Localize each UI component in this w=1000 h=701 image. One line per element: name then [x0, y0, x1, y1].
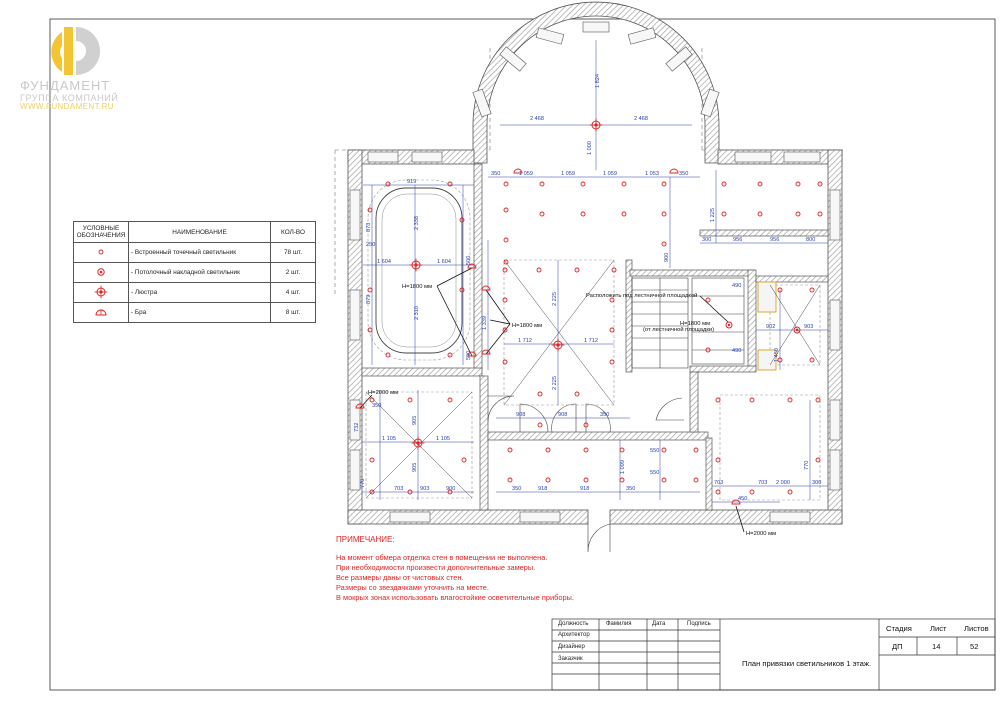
dim-label: 703 — [394, 486, 404, 492]
dim-label: 879 — [366, 294, 372, 304]
stair-note: Расположить под лестничной площадкой — [586, 293, 698, 299]
spotlight-icon — [716, 458, 720, 462]
legend-name: - Бра — [129, 303, 271, 323]
tb-drawing-title: План привязки светильников 1 этаж. — [742, 659, 872, 668]
dim-label: 919 — [407, 179, 417, 185]
dim-label: 900 — [446, 486, 456, 492]
tb-stage-label: Стадия — [886, 624, 912, 633]
legend-name: - Потолочный накладной светильник — [129, 263, 271, 283]
logo-subtitle: ГРУППА КОМПАНИЙ — [20, 93, 119, 103]
note-line: Размеры со звездачками уточнить на месте. — [336, 583, 489, 592]
dim-label: 550 — [650, 448, 660, 454]
dim-label: 770 — [804, 460, 810, 470]
tb-sheets-value: 52 — [970, 642, 979, 651]
spotlight-icon — [503, 360, 507, 364]
dim-label: 450 — [738, 496, 748, 502]
tb-sheet-value: 14 — [932, 642, 941, 651]
spotlight-icon — [620, 448, 624, 452]
dim-label: 350 — [512, 486, 522, 492]
ceiling-lights — [726, 322, 800, 333]
dim-label: 1 450 — [774, 348, 780, 362]
dim-label: 1 059 — [561, 171, 575, 177]
dim-label: 550 — [650, 470, 660, 476]
dim-label: 2 310 — [414, 306, 420, 320]
dim-label: 1 059 — [519, 171, 533, 177]
company-logo — [51, 27, 100, 75]
dim-label: 1 099 — [620, 460, 626, 474]
sconce-icon — [670, 169, 678, 173]
dim-label: 918 — [580, 486, 590, 492]
spotlight-icon — [610, 328, 614, 332]
legend-name: - Встроенный точечный светильник — [129, 243, 271, 263]
spotlight-icon — [816, 398, 820, 402]
spotlight-icon — [694, 478, 698, 482]
spotlight-icon — [575, 392, 579, 396]
tb-header-signature: Подпись — [687, 621, 711, 627]
dim-label: 2 468 — [634, 116, 648, 122]
spotlight-icon — [370, 458, 374, 462]
dim-label: 770 — [360, 478, 366, 488]
legend-qty: 2 шт. — [271, 263, 316, 283]
dim-label: 956 — [770, 237, 780, 243]
chandelier-icon — [590, 119, 603, 132]
tb-header-position: Должность — [558, 621, 589, 627]
spotlight-icon — [448, 398, 452, 402]
ceiling-light-icon — [96, 267, 106, 277]
dim-label: 800 — [806, 237, 816, 243]
tb-stage-value: ДП — [892, 642, 903, 651]
dim-label: 900 — [664, 252, 670, 262]
bathtub — [376, 188, 462, 353]
tb-sheets-label: Листов — [964, 624, 989, 633]
dim-label: 350 — [372, 403, 382, 409]
spotlight-icon — [584, 478, 588, 482]
dim-label: 732 — [354, 422, 360, 432]
spotlight-icon — [540, 212, 544, 216]
height-note: H=2000 мм — [368, 390, 399, 396]
dim-label: 2 225 — [552, 376, 558, 390]
dim-label: 350 — [491, 171, 501, 177]
spotlight-icon — [758, 182, 762, 186]
spotlight-icon — [538, 423, 542, 427]
dim-label: 902 — [766, 324, 776, 330]
tb-role-designer: Дизайнер — [558, 644, 585, 650]
spotlight-icon — [546, 478, 550, 482]
tb-role-architect: Архитектор — [558, 632, 590, 638]
spotlight-icon — [504, 238, 508, 242]
chandelier-icon — [552, 339, 565, 352]
spotlight-icon — [796, 182, 800, 186]
height-note: H=1800 мм — [512, 323, 543, 329]
spotlight-icon — [662, 182, 666, 186]
legend-row — [74, 263, 316, 283]
legend-row — [74, 283, 316, 303]
exterior-windows — [350, 152, 840, 522]
dim-label: 2 468 — [530, 116, 544, 122]
note-line: Все размеры даны от чистовых стен. — [336, 573, 464, 582]
dim-label: 350 — [626, 486, 636, 492]
spotlight-icon — [662, 212, 666, 216]
spotlight-icon — [706, 298, 710, 302]
spotlight-icon — [584, 448, 588, 452]
spotlight-icon — [716, 490, 720, 494]
spotlight-icon — [537, 268, 541, 272]
spotlight-icon — [610, 360, 614, 364]
spotlight-icon — [546, 448, 550, 452]
legend-row — [74, 303, 316, 323]
spotlight-icon — [620, 478, 624, 482]
legend-qty: 8 шт. — [271, 303, 316, 323]
height-note: H=1800 мм — [402, 284, 433, 290]
dim-label: 908 — [516, 412, 526, 418]
legend-header-row — [74, 222, 316, 243]
spotlight-icon — [508, 478, 512, 482]
chandeliers — [410, 119, 603, 450]
legend-symbol-cell — [74, 243, 129, 263]
sconce-icon — [482, 286, 490, 290]
height-note: H=2000 мм — [746, 531, 777, 537]
logo-stem — [64, 27, 73, 75]
spotlight-icon — [818, 182, 822, 186]
dim-label: 1 000 — [587, 141, 593, 155]
legend-symbol-cell — [74, 303, 129, 323]
stair-note-height: H=1800 мм — [680, 321, 711, 327]
dim-label: 1 712 — [584, 338, 598, 344]
legend-qty: 78 шт. — [271, 243, 316, 263]
tb-role-customer: Заказчик — [558, 656, 583, 662]
spotlight-icon — [722, 212, 726, 216]
spotlight-icon — [503, 298, 507, 302]
dim-label: 703 — [714, 480, 724, 486]
dim-label: 903 — [420, 486, 430, 492]
dim-label: 1 105 — [382, 436, 396, 442]
legend-header-name: НАИМЕНОВАНИЕ — [129, 222, 271, 243]
dim-label: 903 — [804, 324, 814, 330]
legend-header-symbol: УСЛОВНЫЕ ОБОЗНАЧЕНИЯ — [74, 222, 129, 243]
spotlight-icon — [581, 212, 585, 216]
spotlight-icon — [462, 458, 466, 462]
dim-label: 2 000 — [776, 480, 790, 486]
plan-dashed-outline — [335, 48, 843, 295]
legend-qty: 4 шт. — [271, 283, 316, 303]
note-line: В мокрых зонах использовать влагостойкие осветительные приборы. — [336, 593, 574, 602]
spotlight-icon — [662, 448, 666, 452]
spotlight-icon — [540, 182, 544, 186]
chandelier-icon — [410, 259, 423, 272]
spotlight-icon — [788, 490, 792, 494]
dim-label: 490 — [732, 348, 742, 354]
spotlight-icon — [758, 212, 762, 216]
spotlight-icon — [810, 358, 814, 362]
dim-label: 2 338 — [414, 216, 420, 230]
spotlight-icon — [722, 182, 726, 186]
spotlight-icon — [538, 392, 542, 396]
dim-label: 908 — [558, 412, 568, 418]
dim-label: 490 — [732, 283, 742, 289]
dim-label: 1 053 — [645, 171, 659, 177]
dim-label: 1 105 — [436, 436, 450, 442]
spotlight-icon — [622, 212, 626, 216]
chandelier-icon — [412, 437, 425, 450]
spotlight-icon — [816, 458, 820, 462]
dim-label: 500 — [466, 255, 472, 265]
exterior-walls — [348, 150, 842, 524]
spotlight-icon — [368, 288, 372, 292]
dim-label: 918 — [538, 486, 548, 492]
dim-label: 1 059 — [603, 171, 617, 177]
dim-label: 1 339 — [482, 316, 488, 330]
note-line: При необходимости произвести дополнительные замеры. — [336, 563, 536, 572]
spotlight-icon — [810, 288, 814, 292]
stair-note-ref: (от лестничной площадки) — [643, 327, 715, 333]
logo-grey-shape — [76, 27, 100, 75]
spotlight-icon — [575, 268, 579, 272]
tb-header-date: Дата — [652, 621, 666, 627]
spotlight-icon — [504, 260, 508, 264]
legend-row — [74, 243, 316, 263]
tb-sheet-label: Лист — [930, 624, 947, 633]
notes-title: ПРИМЕЧАНИЕ: — [336, 535, 395, 544]
spotlight-icon — [788, 398, 792, 402]
spotlight-icon — [818, 212, 822, 216]
dim-label: 350 — [600, 412, 610, 418]
note-line: На момент обмера отделка стен в помещении не выполнена. — [336, 553, 548, 562]
spotlight-icon — [796, 212, 800, 216]
legend-name: - Люстра — [129, 283, 271, 303]
dim-label: 1 604 — [437, 259, 451, 265]
logo-gold-shape — [51, 32, 62, 72]
dim-label: 1 824 — [595, 74, 601, 88]
dim-label: 905 — [412, 415, 418, 425]
sconce-icon — [94, 307, 108, 317]
spotlight-icon — [662, 478, 666, 482]
spotlight-icon — [503, 268, 507, 272]
logo-url: WWW.FUNDAMENT.RU — [20, 102, 114, 111]
dim-label: 703 — [758, 480, 768, 486]
dim-label: 905 — [412, 462, 418, 472]
ceiling-light-icon — [728, 324, 730, 326]
sheet-border — [50, 19, 995, 690]
dim-label: 250 — [366, 242, 376, 248]
dim-label: 2 225 — [552, 292, 558, 306]
spotlight-icon — [504, 182, 508, 186]
dim-label: 350 — [679, 171, 689, 177]
spotlight-icon — [96, 247, 106, 257]
spotlight-icon — [716, 398, 720, 402]
spotlight-icon — [504, 208, 508, 212]
legend-table — [73, 221, 316, 323]
spotlight-icon — [622, 182, 626, 186]
dim-label: 1 712 — [518, 338, 532, 344]
spotlight-icon — [448, 353, 452, 357]
ceiling-light-icon — [796, 329, 798, 331]
tb-header-surname: Фамилия — [606, 621, 632, 627]
dim-label: 1 604 — [377, 259, 391, 265]
dim-label: 873 — [366, 222, 372, 232]
spotlight-icon — [370, 398, 374, 402]
dim-label: 300 — [812, 480, 822, 486]
floor-plan — [335, 2, 843, 552]
spotlight-icon — [408, 398, 412, 402]
spotlight-icon — [694, 448, 698, 452]
spotlight-icon — [750, 398, 754, 402]
spotlight-icon — [448, 182, 452, 186]
spotlight-icon — [581, 182, 585, 186]
legend-symbol-cell — [74, 283, 129, 303]
title-block-grid — [552, 619, 995, 690]
logo-name: ФУНДАМЕНТ — [20, 78, 111, 93]
dim-label: 500 — [466, 350, 472, 360]
plan-annotations — [368, 284, 776, 537]
shower-cabin-1 — [758, 282, 776, 312]
dim-label: 956 — [733, 237, 743, 243]
dim-label: 1 225 — [710, 208, 716, 222]
spotlight-icon — [750, 490, 754, 494]
chandelier-icon — [94, 285, 108, 299]
legend-header-qty: КОЛ-ВО — [271, 222, 316, 243]
spotlight-icon — [508, 448, 512, 452]
legend-symbol-cell — [74, 263, 129, 283]
spotlight-icon — [662, 242, 666, 246]
dim-label: 300 — [702, 237, 712, 243]
